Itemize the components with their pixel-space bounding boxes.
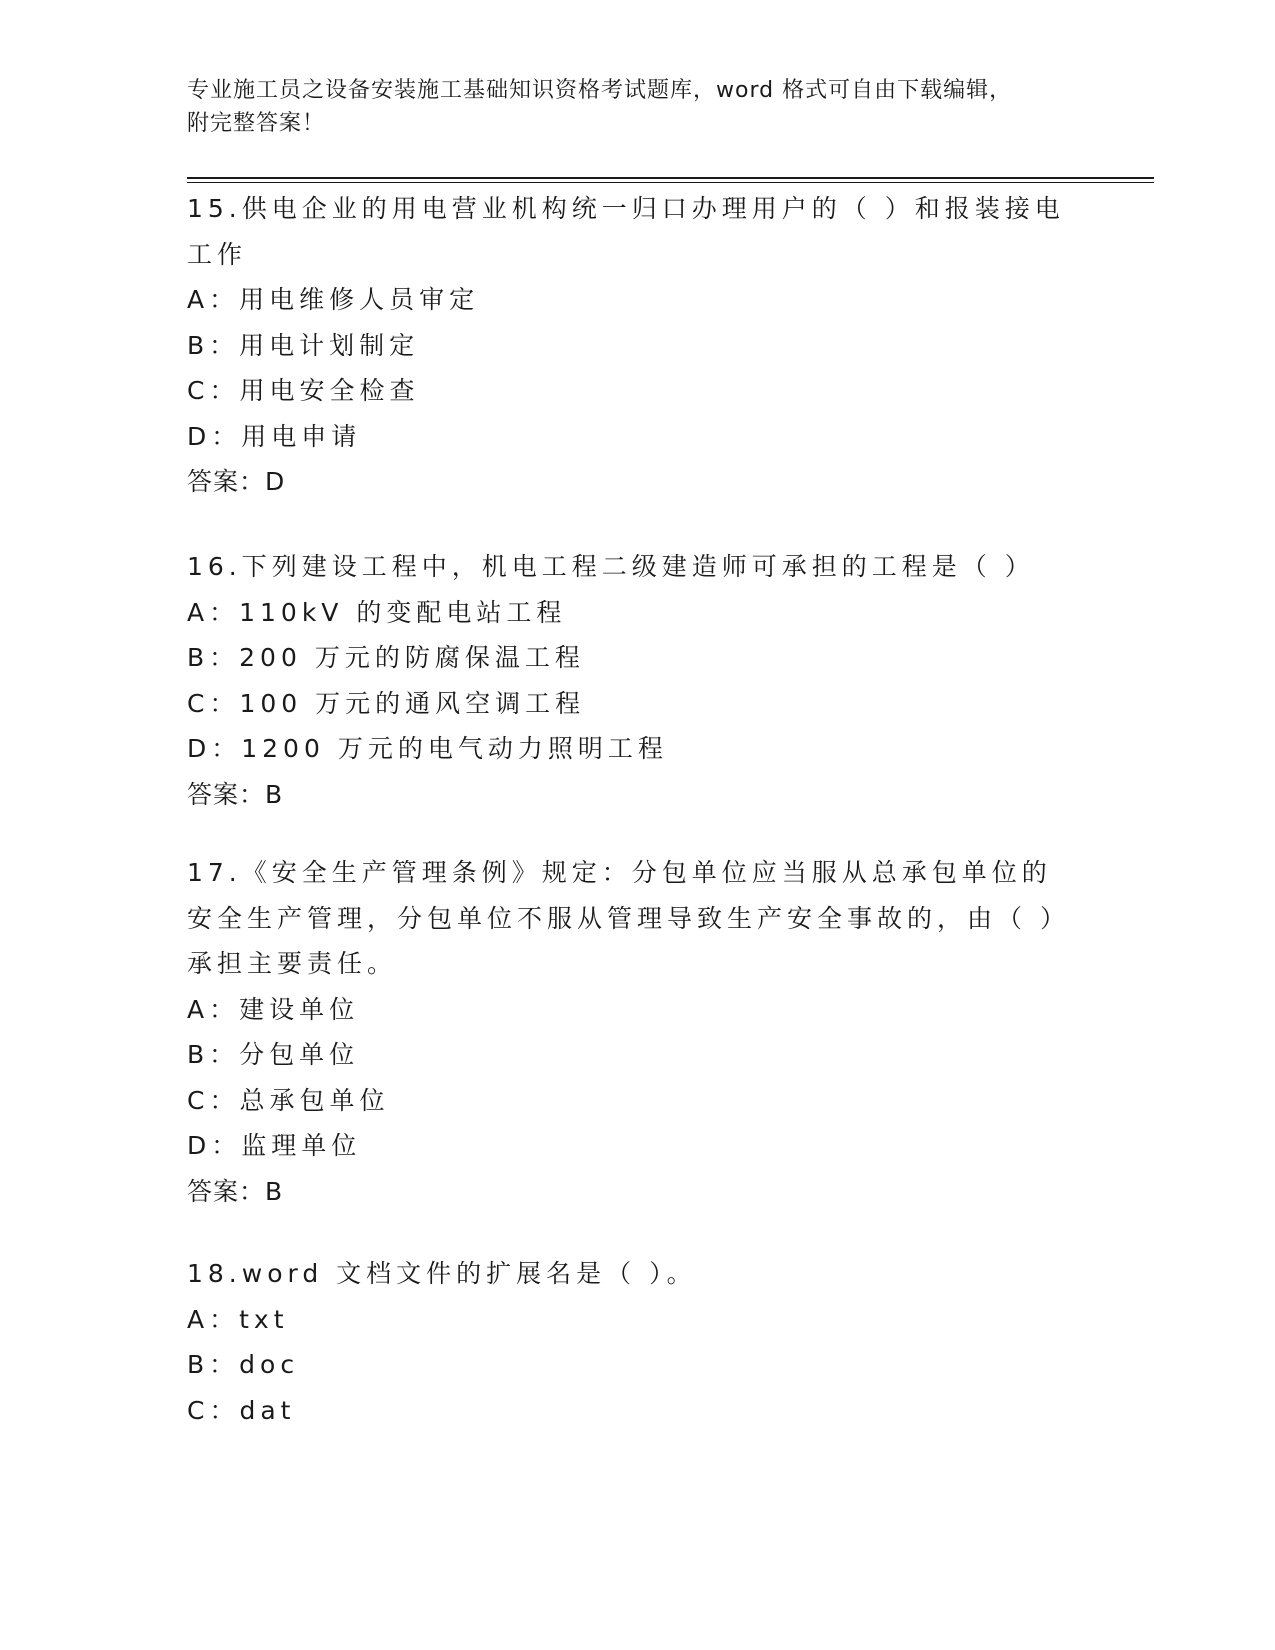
question-stem: 17.《安全生产管理条例》规定：分包单位应当服从总承包单位的安全生产管理，分包单位不服从管理导致生产安全事故的，由（ ）承担主要责任。 xyxy=(187,858,1058,978)
question-17 xyxy=(187,850,1067,1214)
question-stem: 15.供电企业的用电营业机构统一归口办理用户的（ ）和报装接电工作 xyxy=(187,194,1065,269)
option-a: A：建设单位 xyxy=(187,994,360,1024)
answer-line: 答案：D xyxy=(187,467,286,496)
option-d: D：监理单位 xyxy=(187,1131,362,1160)
option-b: B：分包单位 xyxy=(187,1040,360,1069)
option-c: C：100 万元的通风空调工程 xyxy=(187,688,586,718)
option-b: B：用电计划制定 xyxy=(187,330,420,360)
option-b: B：doc xyxy=(187,1350,300,1379)
header-line-2: 附完整答案！ xyxy=(187,111,326,136)
document-header xyxy=(187,74,1067,140)
option-a: A：110kV 的变配电站工程 xyxy=(187,597,567,627)
answer-line: 答案：B xyxy=(187,1176,284,1206)
header-line-1: 专业施工员之设备安装施工基础知识资格考试题库，word 格式可自由下载编辑， xyxy=(187,78,1013,103)
question-stem: 16.下列建设工程中，机电工程二级建造师可承担的工程是（ ） xyxy=(187,552,1035,581)
option-b: B：200 万元的防腐保温工程 xyxy=(187,643,585,672)
option-d: D：1200 万元的电气动力照明工程 xyxy=(187,734,668,763)
option-c: C：dat xyxy=(187,1395,296,1425)
question-16 xyxy=(187,544,1067,817)
option-d: D：用电申请 xyxy=(187,421,362,451)
question-18 xyxy=(187,1251,1067,1433)
header-divider-thin xyxy=(187,182,1154,183)
option-a: A：txt xyxy=(187,1304,289,1334)
question-15 xyxy=(187,186,1067,505)
option-a: A：用电维修人员审定 xyxy=(187,285,480,314)
answer-line: 答案：B xyxy=(187,779,284,809)
option-c: C：用电安全检查 xyxy=(187,376,420,405)
option-c: C：总承包单位 xyxy=(187,1085,390,1115)
question-stem: 18.word 文档文件的扩展名是（ ）。 xyxy=(187,1259,697,1288)
header-divider-thick xyxy=(187,177,1154,179)
